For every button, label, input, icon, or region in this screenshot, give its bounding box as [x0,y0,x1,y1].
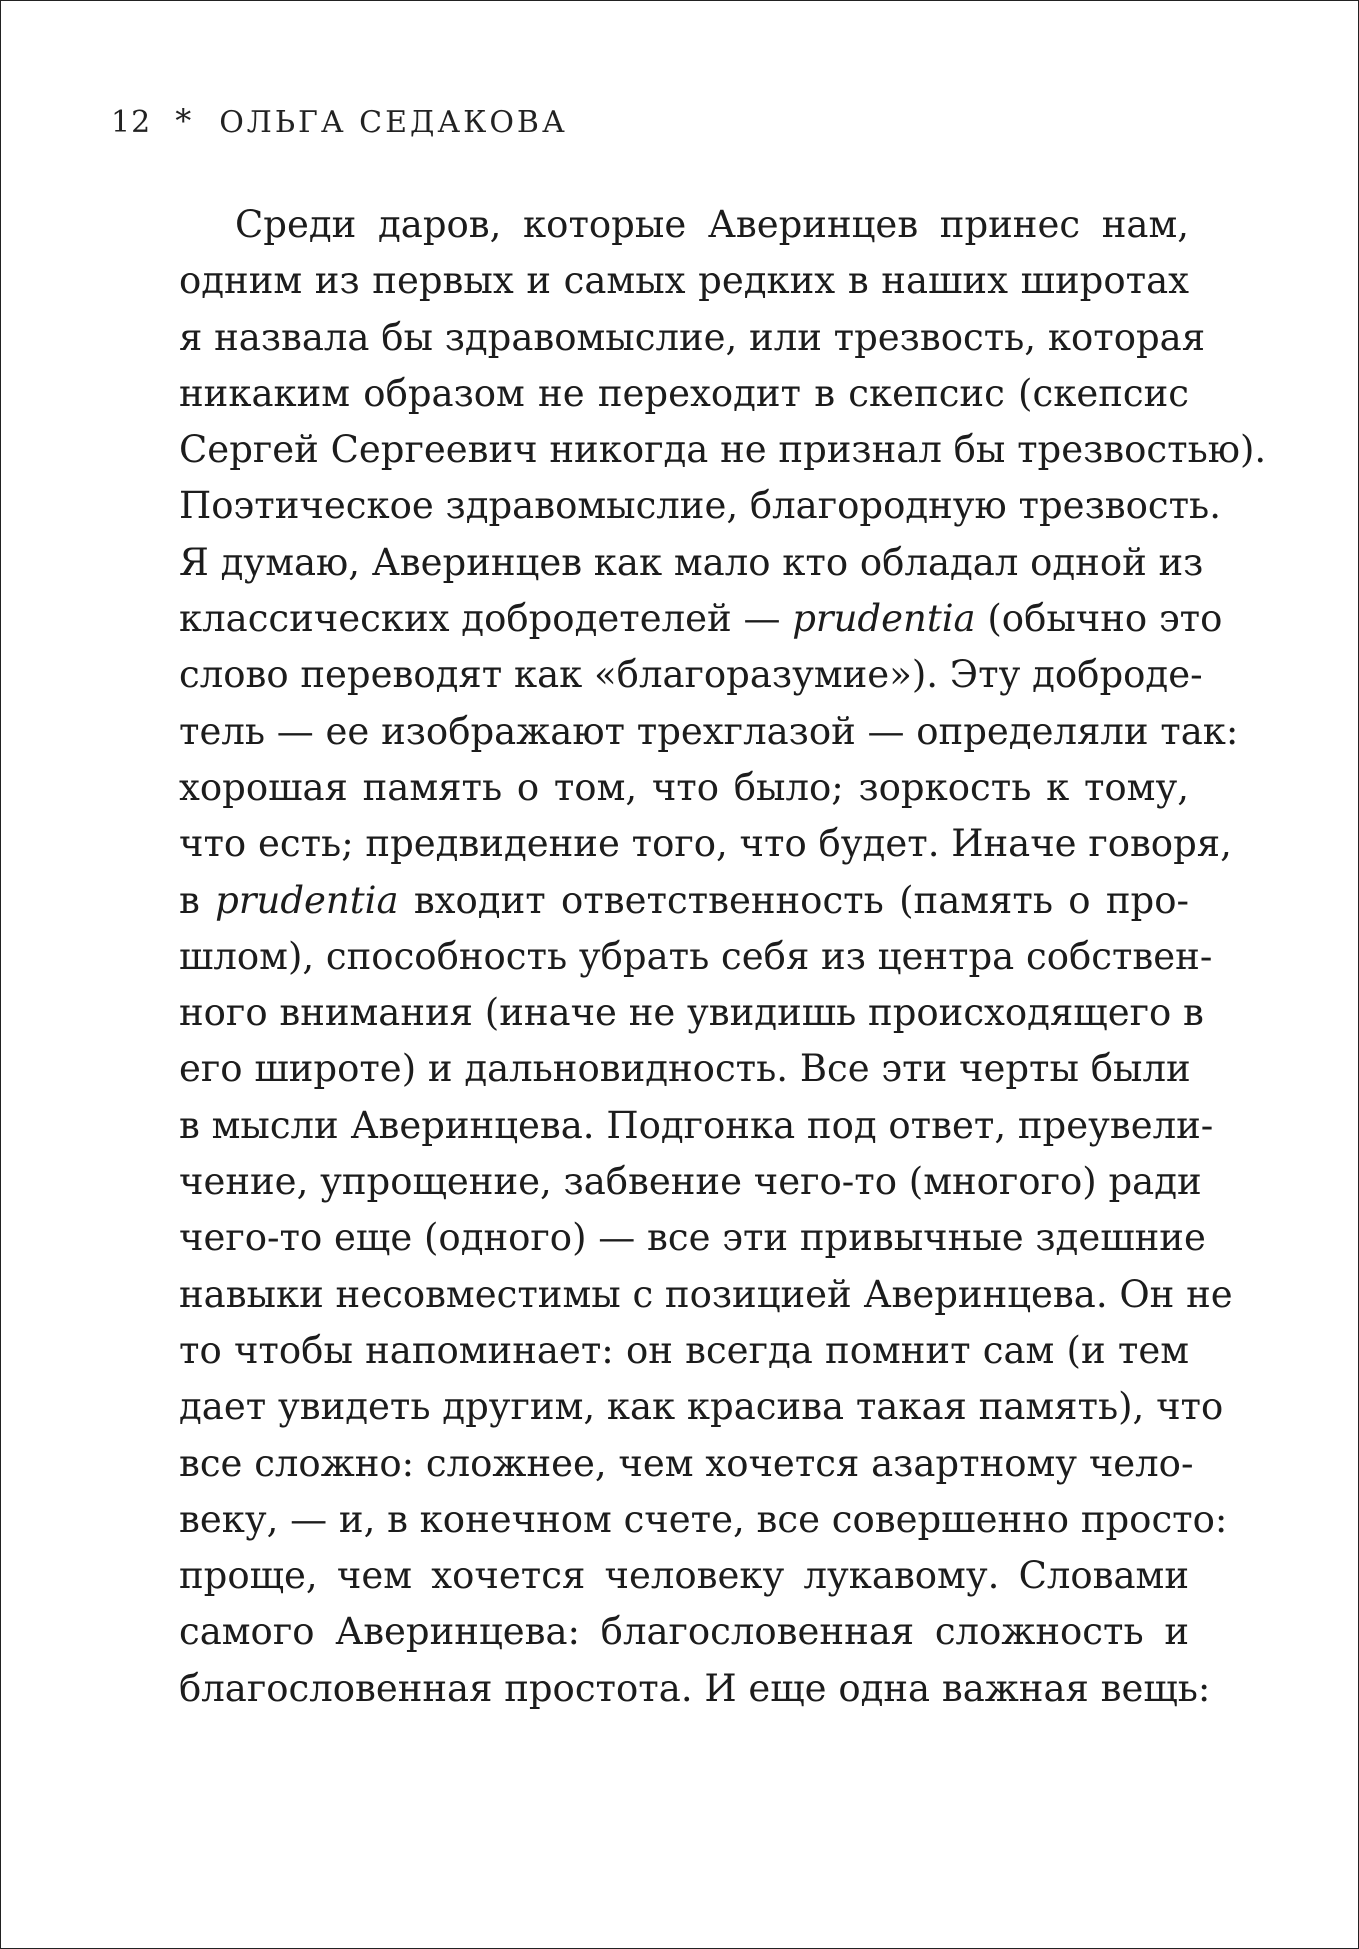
text-segment: никаким образом не переходит в скепсис (скепсис [179,371,1189,415]
text-segment: чего-то еще (одного) — все эти привычные здешние [179,1216,1206,1260]
text-segment: одним из первых и самых редких в наших широтах [179,259,1189,303]
text-line [179,1548,1189,1604]
text-line [179,760,1189,816]
body-paragraph [179,197,1267,1717]
text-segment: в мысли Аверинцева. Подгонка под ответ, преувели- [179,1103,1214,1147]
text-line [179,985,1204,1041]
text-segment: Сергей Сергеевич никогда не признал бы трезвостью). [179,428,1267,472]
text-line [179,1098,1214,1154]
text-line [179,647,1203,703]
text-line [179,366,1189,422]
text-line [179,929,1213,985]
text-segment: хорошая память о том, что было; зоркость к тому, [179,765,1189,809]
text-segment: ного внимания (иначе не увидишь происходящего в [179,991,1204,1035]
text-segment: то чтобы напоминает: он всегда помнит сам (и тем [179,1328,1189,1372]
text-line [179,422,1267,478]
text-line [179,816,1232,872]
text-segment: веку, — и, в конечном счете, все совершенно просто: [179,1497,1228,1541]
text-line [179,478,1221,534]
text-segment: (обычно это [975,597,1223,641]
text-segment: входит ответственность (память о про- [398,878,1189,922]
text-segment: тель — ее изображают трехглазой — определяли так: [179,709,1239,753]
text-line [179,1436,1194,1492]
text-segment: дает увидеть другим, как красива такая память), что [179,1385,1224,1429]
italic-term: prudentia [215,878,399,922]
text-line [179,1210,1206,1266]
text-line [179,310,1206,366]
text-segment: что есть; предвидение того, что будет. Иначе говоря, [179,822,1232,866]
text-segment: навыки несовместимы с позицией Аверинцева. Он не [179,1272,1233,1316]
text-line [179,1041,1189,1097]
text-segment: благословенная простота. И еще одна важная вещь: [179,1666,1211,1710]
page-number: 12 [111,105,152,140]
text-line [179,1661,1211,1717]
text-segment: проще, чем хочется человеку лукавому. Словами [179,1554,1189,1598]
text-line [179,873,1189,929]
text-line [179,197,1189,253]
text-line [179,1154,1202,1210]
text-segment: шлом), способность убрать себя из центра собствен- [179,934,1213,978]
text-segment: Поэтическое здравомыслие, благородную трезвость. [179,484,1221,528]
text-line [179,1323,1189,1379]
text-line [179,253,1189,309]
italic-term: prudentia [792,597,976,641]
text-line [179,591,1223,647]
text-line [179,1267,1233,1323]
text-line [179,1379,1224,1435]
text-segment: слово переводят как «благоразумие»). Эту доброде- [179,653,1203,697]
text-segment: все сложно: сложнее, чем хочется азартному чело- [179,1441,1194,1485]
text-segment: чение, упрощение, забвение чего-то (многого) ради [179,1160,1202,1204]
text-line [179,535,1204,591]
text-line [179,1492,1228,1548]
text-segment: Среди даров, которые Аверинцев принес нам, [235,203,1189,246]
running-head [111,101,568,143]
text-segment: классических добродетелей — [179,597,793,641]
text-segment: самого Аверинцева: благословенная сложность и [179,1610,1189,1654]
author-name: ОЛЬГА СЕДАКОВА [219,105,568,140]
text-segment: его широте) и дальновидность. Все эти черты были [179,1047,1191,1091]
text-line [179,704,1239,760]
text-segment: я назвала бы здравомыслие, или трезвость, которая [179,315,1206,359]
text-segment: в [179,878,216,922]
text-line [179,1604,1189,1660]
text-segment: Я думаю, Аверинцев как мало кто обладал одной из [179,540,1204,584]
separator-asterisk: * [175,102,192,140]
